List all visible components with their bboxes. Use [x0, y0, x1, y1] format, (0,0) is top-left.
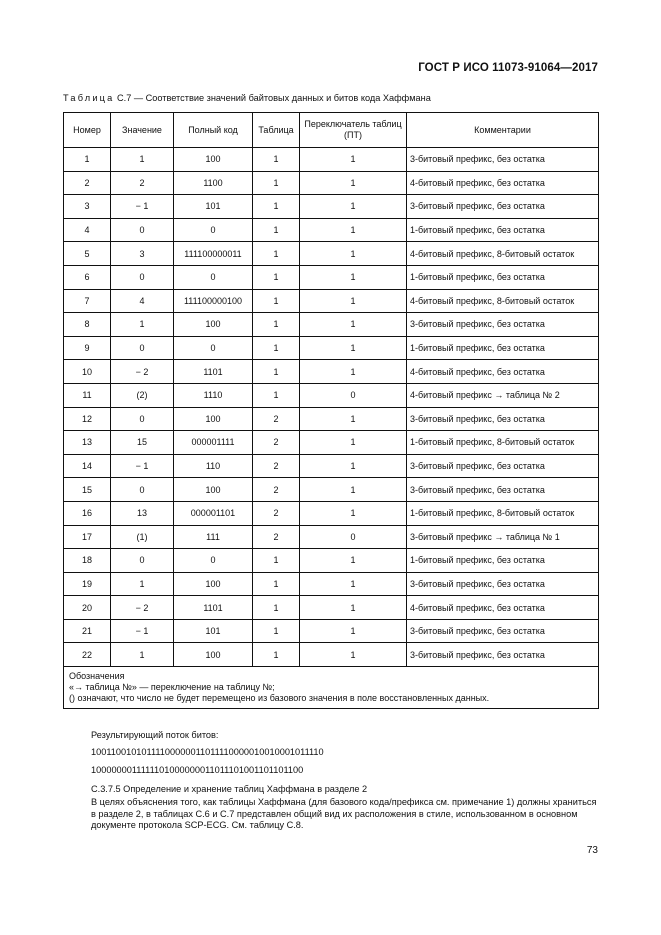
table-notes: [64, 667, 599, 709]
cell-table: 1: [253, 171, 300, 195]
cell-value: 4: [111, 289, 174, 313]
cell-table: 1: [253, 289, 300, 313]
cell-number: 15: [64, 478, 111, 502]
cell-number: 9: [64, 336, 111, 360]
huffman-table: [63, 112, 599, 709]
cell-number: 13: [64, 431, 111, 455]
cell-value: (1): [111, 525, 174, 549]
cell-table: 1: [253, 218, 300, 242]
cell-table-switch: 1: [300, 171, 407, 195]
cell-table: 1: [253, 242, 300, 266]
cell-full-code: 100: [174, 643, 253, 667]
cell-value: 13: [111, 501, 174, 525]
cell-full-code: 110: [174, 454, 253, 478]
table-row: [64, 501, 599, 525]
cell-table: 2: [253, 454, 300, 478]
cell-comment: 3-битовый префикс, без остатка: [407, 195, 599, 219]
table-row: [64, 171, 599, 195]
table-notes-row: [64, 667, 599, 709]
cell-full-code: 1100: [174, 171, 253, 195]
cell-full-code: 100: [174, 407, 253, 431]
column-header-number: Номер: [64, 113, 111, 148]
cell-number: 21: [64, 619, 111, 643]
table-row: [64, 431, 599, 455]
cell-table-switch: 1: [300, 242, 407, 266]
cell-table: 2: [253, 525, 300, 549]
cell-table: 1: [253, 265, 300, 289]
cell-comment: 4-битовый префикс → таблица № 2: [407, 383, 599, 407]
cell-value: 0: [111, 478, 174, 502]
cell-comment: 3-битовый префикс, без остатка: [407, 407, 599, 431]
column-header-comments: Комментарии: [407, 113, 599, 148]
cell-full-code: 111100000011: [174, 242, 253, 266]
cell-value: 0: [111, 218, 174, 242]
cell-value: 0: [111, 336, 174, 360]
cell-full-code: 0: [174, 265, 253, 289]
cell-number: 14: [64, 454, 111, 478]
cell-table: 1: [253, 148, 300, 172]
table-row: [64, 525, 599, 549]
notes-line-arrow: «→ таблица №» — переключение на таблицу №;: [69, 682, 275, 693]
cell-value: − 1: [111, 619, 174, 643]
cell-comment: 3-битовый префикс, без остатка: [407, 148, 599, 172]
table-row: [64, 643, 599, 667]
table-row: [64, 313, 599, 337]
table-row: [64, 383, 599, 407]
bitstream-line-2: 1000000011111101000000011011101001101101100: [91, 765, 304, 775]
column-header-full-code: Полный код: [174, 113, 253, 148]
cell-table-switch: 0: [300, 383, 407, 407]
cell-table: 2: [253, 407, 300, 431]
cell-number: 22: [64, 643, 111, 667]
cell-value: 1: [111, 148, 174, 172]
table-caption-text: С.7 — Соответствие значений байтовых данных и битов кода Хаффмана: [117, 93, 431, 103]
cell-number: 18: [64, 549, 111, 573]
cell-table-switch: 1: [300, 218, 407, 242]
cell-value: 3: [111, 242, 174, 266]
cell-number: 7: [64, 289, 111, 313]
cell-table: 1: [253, 619, 300, 643]
cell-comment: 4-битовый префикс, 8-битовый остаток: [407, 289, 599, 313]
cell-value: 15: [111, 431, 174, 455]
cell-table-switch: 1: [300, 431, 407, 455]
cell-comment: 4-битовый префикс, 8-битовый остаток: [407, 242, 599, 266]
section-heading: С.3.7.5 Определение и хранение таблиц Хаффмана в разделе 2: [91, 784, 368, 794]
cell-full-code: 101: [174, 619, 253, 643]
table-row: [64, 572, 599, 596]
cell-table-switch: 1: [300, 596, 407, 620]
cell-table-switch: 1: [300, 454, 407, 478]
cell-table-switch: 1: [300, 643, 407, 667]
cell-table-switch: 1: [300, 265, 407, 289]
table-row: [64, 242, 599, 266]
cell-value: 1: [111, 572, 174, 596]
cell-table-switch: 1: [300, 478, 407, 502]
cell-value: 0: [111, 265, 174, 289]
cell-table: 1: [253, 572, 300, 596]
cell-table: 1: [253, 596, 300, 620]
cell-full-code: 000001111: [174, 431, 253, 455]
cell-full-code: 0: [174, 336, 253, 360]
column-header-table-switch: Переключатель таблиц (ПТ): [300, 113, 407, 148]
cell-table: 1: [253, 383, 300, 407]
cell-full-code: 1110: [174, 383, 253, 407]
cell-comment: 1-битовый префикс, без остатка: [407, 218, 599, 242]
table-row: [64, 218, 599, 242]
cell-table-switch: 1: [300, 407, 407, 431]
cell-number: 16: [64, 501, 111, 525]
notes-title: Обозначения: [69, 671, 125, 682]
cell-full-code: 100: [174, 572, 253, 596]
cell-comment: 1-битовый префикс, без остатка: [407, 336, 599, 360]
cell-value: 1: [111, 643, 174, 667]
cell-comment: 3-битовый префикс → таблица № 1: [407, 525, 599, 549]
table-header-row: [64, 113, 599, 148]
cell-comment: 1-битовый префикс, 8-битовый остаток: [407, 431, 599, 455]
cell-table-switch: 1: [300, 572, 407, 596]
cell-comment: 3-битовый префикс, без остатка: [407, 572, 599, 596]
cell-comment: 3-битовый префикс, без остатка: [407, 454, 599, 478]
table-row: [64, 195, 599, 219]
cell-full-code: 101: [174, 195, 253, 219]
cell-number: 11: [64, 383, 111, 407]
cell-full-code: 100: [174, 478, 253, 502]
cell-comment: 3-битовый префикс, без остатка: [407, 478, 599, 502]
table-row: [64, 336, 599, 360]
cell-value: 0: [111, 549, 174, 573]
table-caption: [63, 93, 431, 103]
cell-table-switch: 1: [300, 501, 407, 525]
table-row: [64, 596, 599, 620]
cell-full-code: 111: [174, 525, 253, 549]
cell-value: − 2: [111, 360, 174, 384]
cell-value: 0: [111, 407, 174, 431]
table-row: [64, 478, 599, 502]
cell-number: 17: [64, 525, 111, 549]
cell-number: 1: [64, 148, 111, 172]
cell-table-switch: 1: [300, 619, 407, 643]
cell-number: 8: [64, 313, 111, 337]
cell-value: − 2: [111, 596, 174, 620]
cell-number: 4: [64, 218, 111, 242]
cell-full-code: 100: [174, 148, 253, 172]
cell-table: 1: [253, 360, 300, 384]
column-header-table: Таблица: [253, 113, 300, 148]
table-row: [64, 549, 599, 573]
cell-number: 12: [64, 407, 111, 431]
cell-number: 3: [64, 195, 111, 219]
cell-comment: 4-битовый префикс, без остатка: [407, 360, 599, 384]
page-number: 73: [586, 845, 598, 856]
table-row: [64, 360, 599, 384]
cell-table: 1: [253, 336, 300, 360]
cell-table-switch: 1: [300, 148, 407, 172]
cell-number: 19: [64, 572, 111, 596]
cell-value: − 1: [111, 195, 174, 219]
cell-number: 6: [64, 265, 111, 289]
table-row: [64, 289, 599, 313]
cell-full-code: 111100000100: [174, 289, 253, 313]
cell-comment: 1-битовый префикс, без остатка: [407, 549, 599, 573]
cell-comment: 1-битовый префикс, без остатка: [407, 265, 599, 289]
table-row: [64, 148, 599, 172]
cell-table: 1: [253, 549, 300, 573]
cell-full-code: 1101: [174, 596, 253, 620]
table-body: [64, 148, 599, 667]
table-row: [64, 265, 599, 289]
cell-comment: 4-битовый префикс, без остатка: [407, 171, 599, 195]
cell-full-code: 1101: [174, 360, 253, 384]
cell-value: − 1: [111, 454, 174, 478]
table-caption-prefix: Таблица: [63, 93, 115, 103]
cell-number: 5: [64, 242, 111, 266]
cell-number: 20: [64, 596, 111, 620]
column-header-value: Значение: [111, 113, 174, 148]
bitstream-line-1: 10011001010111100000011011110000010010001011110: [91, 747, 324, 757]
table-row: [64, 619, 599, 643]
cell-table: 1: [253, 643, 300, 667]
cell-table: 1: [253, 313, 300, 337]
notes-line-parentheses: () означают, что число не будет перемещено из базового значения в поле восстановленных данных.: [69, 693, 490, 704]
cell-full-code: 100: [174, 313, 253, 337]
cell-number: 10: [64, 360, 111, 384]
cell-value: 1: [111, 313, 174, 337]
cell-full-code: 0: [174, 549, 253, 573]
cell-table-switch: 1: [300, 360, 407, 384]
document-code-header: ГОСТ Р ИСО 11073-91064—2017: [418, 62, 598, 74]
cell-table: 2: [253, 501, 300, 525]
cell-value: (2): [111, 383, 174, 407]
cell-comment: 3-битовый префикс, без остатка: [407, 643, 599, 667]
table-row: [64, 407, 599, 431]
table-row: [64, 454, 599, 478]
cell-table-switch: 1: [300, 289, 407, 313]
cell-comment: 4-битовый префикс, без остатка: [407, 596, 599, 620]
cell-comment: 1-битовый префикс, 8-битовый остаток: [407, 501, 599, 525]
body-paragraph: В целях объяснения того, как таблицы Хаффмана (для базового кода/префикса см. примечание 1) должны храниться в разделе 2, в таблицах С.6 и С.7 представлен общий вид их расположения в стиле, использованном в основном документе протокола SCP-ECG. См. таблицу С.8.: [91, 797, 597, 830]
cell-table-switch: 0: [300, 525, 407, 549]
cell-comment: 3-битовый префикс, без остатка: [407, 313, 599, 337]
cell-table: 1: [253, 195, 300, 219]
cell-table: 2: [253, 478, 300, 502]
result-label: Результирующий поток битов:: [91, 730, 219, 740]
cell-table-switch: 1: [300, 195, 407, 219]
cell-table: 2: [253, 431, 300, 455]
cell-table-switch: 1: [300, 336, 407, 360]
cell-comment: 3-битовый префикс, без остатка: [407, 619, 599, 643]
cell-table-switch: 1: [300, 549, 407, 573]
cell-value: 2: [111, 171, 174, 195]
cell-table-switch: 1: [300, 313, 407, 337]
cell-full-code: 000001101: [174, 501, 253, 525]
cell-full-code: 0: [174, 218, 253, 242]
cell-number: 2: [64, 171, 111, 195]
